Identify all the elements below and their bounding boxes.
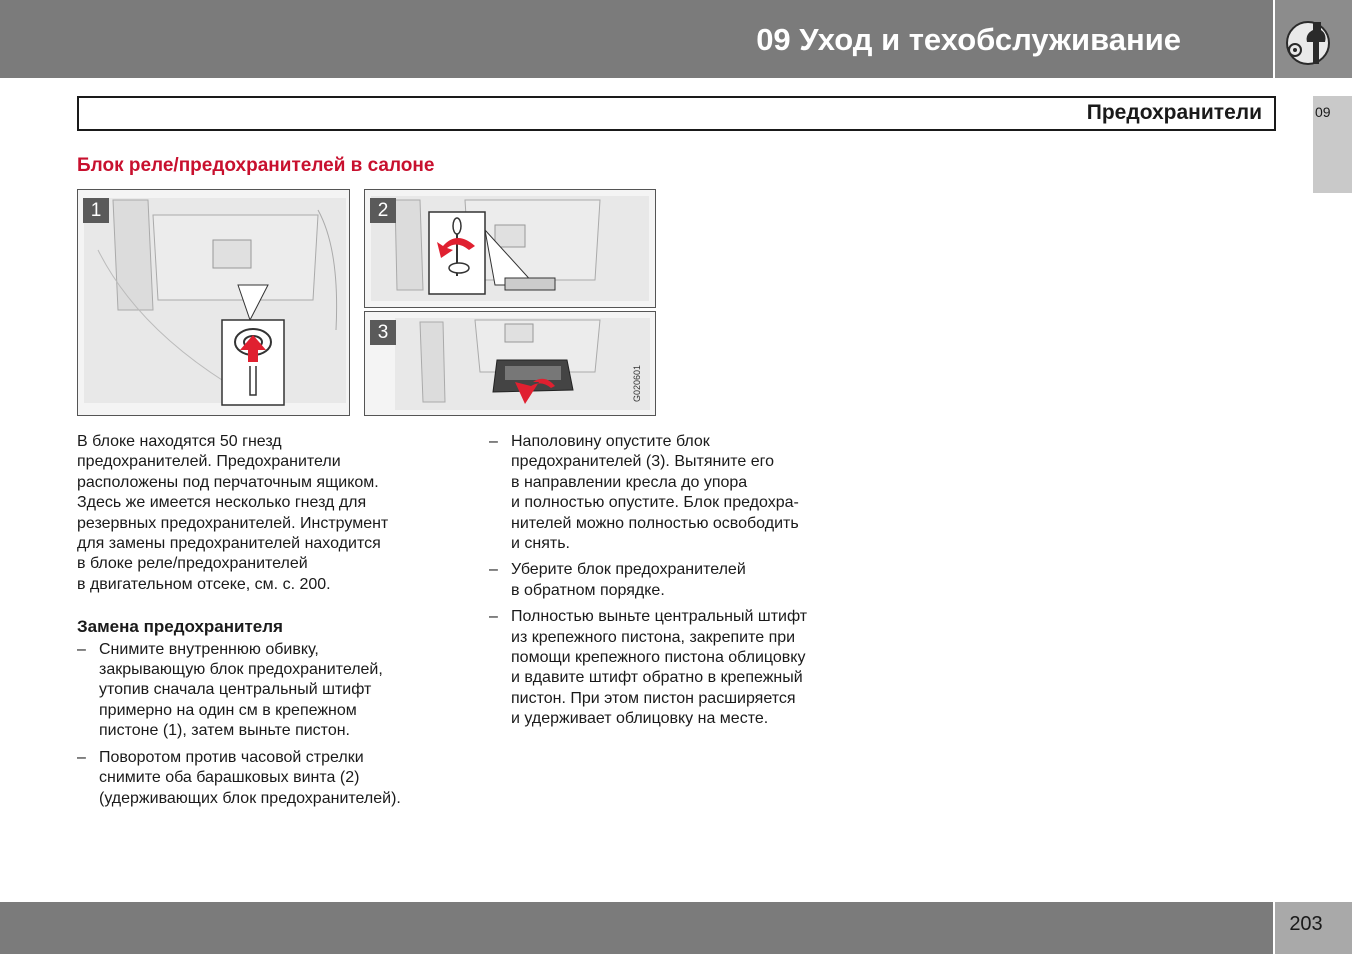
figure-panel-2 [364, 189, 656, 308]
panel-number-3: 3 [370, 320, 396, 345]
page-number-box [1275, 902, 1352, 954]
text-line: в двигательном отсеке, см. с. 200. [77, 575, 331, 593]
thumbscrew-illustration [365, 190, 655, 307]
text-line: предохранителей. Предохранители [77, 453, 341, 471]
chapter-icon-box [1275, 0, 1352, 78]
right-steps-list [489, 432, 869, 730]
left-column [77, 432, 457, 815]
panel-number-2: 2 [370, 198, 396, 223]
section-title: Предохранители [1086, 101, 1262, 124]
glovebox-illustration [78, 190, 349, 415]
panel-number-1: 1 [83, 198, 109, 223]
page-number: 203 [1289, 913, 1323, 935]
chapter-side-tab [1313, 96, 1352, 193]
figure-panel-3 [364, 311, 656, 416]
text-line: Здесь же имеется несколько гнезд для [77, 494, 367, 512]
text-line: расположены под перчаточным ящиком. [77, 473, 379, 491]
text-line: в блоке реле/предохранителей [77, 555, 308, 573]
fuse-block-illustration [365, 312, 655, 415]
text-line: резервных предохранителей. Инструмент [77, 514, 389, 532]
list-item: – Снимите внутреннюю обивку, закрывающую блок предохранителей, утопив сначала центральный штифт примерно на один см в крепежном пистоне (1), затем выньте пистон. [77, 640, 457, 742]
side-tab-label: 09 [1315, 104, 1331, 120]
chapter-title: 09 Уход и техобслуживание [756, 22, 1181, 57]
list-item: – Полностью выньте центральный штифт из крепежного пистона, закрепите при помощи крепежного пистона облицовку и вдавите штифт обратно в крепежный пистон. При этом пистон расширяется и удерживает облицовку на месте. [489, 607, 869, 729]
left-steps-list [77, 640, 457, 809]
header-bar [0, 0, 1273, 78]
list-item: – Наполовину опустите блок предохранителей (3). Вытяните его в направлении кресла до упора и полностью опустите. Блок предохра- нителей можно полностью освободить и снять. [489, 432, 869, 554]
text-line: для замены предохранителей находится [77, 535, 381, 553]
subheading: Замена предохранителя [77, 617, 283, 637]
page-heading: Блок реле/предохранителей в салоне [77, 155, 435, 176]
text-line: В блоке находятся 50 гнезд [77, 433, 282, 450]
section-title-box [77, 96, 1276, 131]
figure-panel-1 [77, 189, 350, 416]
figure-code: G020601 [632, 364, 642, 402]
list-item: – Уберите блок предохранителей в обратном порядке. [489, 560, 869, 601]
intro-paragraph [77, 432, 457, 595]
list-item: – Поворотом против часовой стрелки снимите оба барашковых винта (2) (удерживающих блок предохранителей). [77, 748, 457, 809]
wrench-gear-icon [1275, 0, 1352, 78]
right-column [489, 432, 869, 736]
footer-bar [0, 902, 1273, 954]
